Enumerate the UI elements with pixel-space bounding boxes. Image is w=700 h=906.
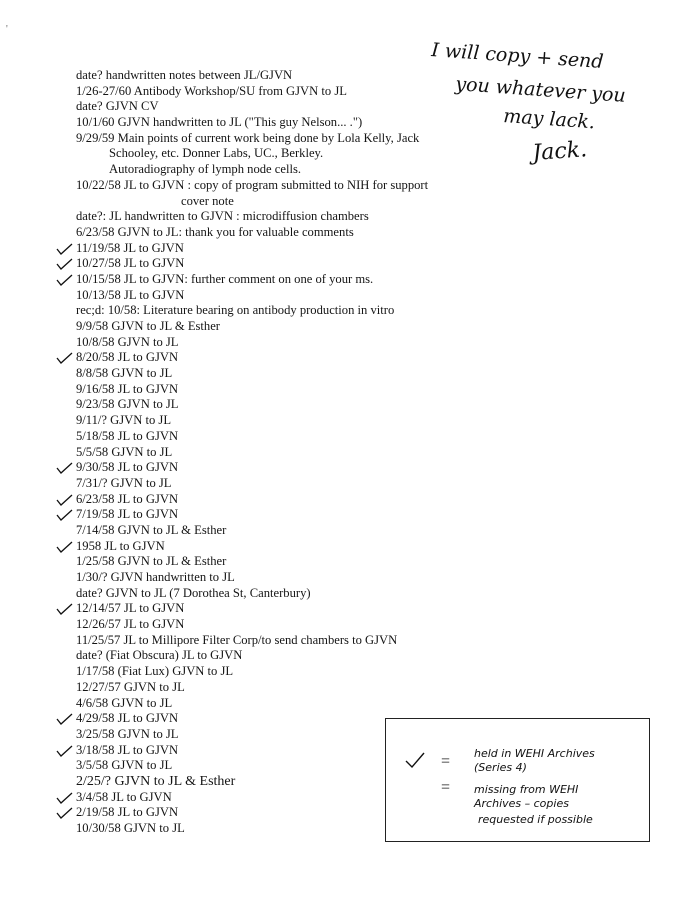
letter-entry-text: cover note — [181, 193, 234, 208]
letter-entry — [0, 696, 700, 712]
letter-entry-text: 12/26/57 JL to GJVN — [76, 617, 185, 632]
note-line-1: I will copy + send — [430, 39, 605, 74]
letter-entry-text: 9/23/58 GJVN to JL — [76, 397, 179, 412]
legend-box — [385, 718, 650, 842]
letter-entry-text: 12/14/57 JL to GJVN — [76, 601, 185, 616]
letter-entry — [0, 633, 700, 649]
letter-entry — [0, 303, 700, 319]
letter-entry-text: 1958 JL to GJVN — [76, 538, 165, 553]
letter-entry-text: 12/27/57 GJVN to JL — [76, 679, 185, 694]
checkmark-icon — [56, 352, 73, 364]
letter-entry-text: 7/31/? GJVN to JL — [76, 475, 172, 490]
letter-entry-text: 1/30/? GJVN handwritten to JL — [76, 570, 235, 584]
letter-entry-text: 6/23/58 GJVN to JL: thank you for valuable comments — [76, 224, 354, 239]
letter-entry-text: date? handwritten notes between JL/GJVN — [76, 68, 293, 82]
checkmark-icon — [56, 541, 73, 553]
letter-entry — [0, 68, 700, 84]
letter-entry-text: rec;d: 10/58: Literature bearing on antibody production in vitro — [76, 303, 395, 318]
letter-entry — [0, 84, 700, 100]
letter-entry-text: 10/8/58 GJVN to JL — [76, 334, 179, 349]
checkmark-icon — [56, 243, 73, 255]
checkmark-icon — [56, 494, 73, 506]
letter-entry-text: 10/1/60 GJVN handwritten to JL ("This guy Nelson... .") — [76, 115, 363, 130]
letter-entry — [0, 680, 700, 696]
letter-entry — [0, 476, 700, 492]
letter-entry-text: date? GJVN to JL (7 Dorothea St, Canterbury) — [76, 585, 311, 600]
letter-entry-text: 9/11/? GJVN to JL — [76, 413, 172, 428]
note-signature: Jack. — [531, 137, 588, 166]
letter-entry — [0, 523, 700, 539]
legend-unchecked-line-1: missing from WEHI — [474, 783, 579, 796]
letter-entry-text: date? GJVN CV — [76, 99, 159, 114]
letter-entry-text: 3/25/58 GJVN to JL — [76, 726, 179, 741]
letter-entry-text: 1/25/58 GJVN to JL & Esther — [76, 554, 227, 569]
letter-entry — [0, 397, 700, 413]
letter-entry-text: date? (Fiat Obscura) JL to GJVN — [76, 648, 243, 663]
letter-entry-text: 3/5/58 GJVN to JL — [76, 758, 173, 773]
letter-entry-text: 2/25/? GJVN to JL & Esther — [76, 773, 236, 789]
letter-entry-text: 5/5/58 GJVN to JL — [76, 444, 173, 459]
letter-entry-text: 1/17/58 (Fiat Lux) GJVN to JL — [76, 664, 234, 679]
letter-entry — [0, 413, 700, 429]
letter-entry — [0, 586, 700, 602]
letter-entry — [0, 460, 700, 476]
letter-entry-text: 4/6/58 GJVN to JL — [76, 695, 173, 710]
letter-entry-text: 2/19/58 JL to GJVN — [76, 805, 179, 820]
letter-entry — [0, 115, 700, 131]
note-line-3: may lack. — [502, 105, 596, 134]
letter-entry-text: 9/9/58 GJVN to JL & Esther — [76, 319, 221, 333]
checkmark-icon — [56, 274, 73, 286]
letter-entry — [0, 570, 700, 586]
letter-entry — [0, 162, 700, 178]
legend-check-icon — [404, 751, 426, 769]
letter-entry-text: Schooley, etc. Donner Labs, UC., Berkley. — [109, 146, 324, 161]
letter-entry-text: 10/15/58 JL to GJVN: further comment on one of your ms. — [76, 271, 374, 286]
letter-entry-text: 9/29/59 Main points of current work being done by Lola Kelly, Jack — [76, 130, 420, 145]
letter-entry — [0, 601, 700, 617]
letter-entry — [0, 648, 700, 664]
legend-text — [468, 735, 648, 839]
letter-entry — [0, 664, 700, 680]
letter-entry-text: 3/18/58 JL to GJVN — [76, 742, 179, 757]
letter-entry — [0, 366, 700, 382]
letter-entry-text: 11/25/57 JL to Millipore Filter Corp/to send chambers to GJVN — [76, 632, 398, 647]
letter-entry — [0, 617, 700, 633]
letter-entry — [0, 492, 700, 508]
checkmark-icon — [56, 745, 73, 757]
checkmark-icon — [56, 258, 73, 270]
letter-entry — [0, 178, 700, 194]
letter-entry-text: 10/13/58 JL to GJVN — [76, 287, 185, 302]
letter-entry-text: 3/4/58 JL to GJVN — [76, 789, 172, 804]
letter-entry — [0, 256, 700, 272]
checkmark-icon — [56, 509, 73, 521]
note-line-2: you whatever you — [454, 73, 627, 107]
letter-entry — [0, 507, 700, 523]
checkmark-icon — [56, 603, 73, 615]
letter-entry — [0, 146, 700, 162]
letter-entry — [0, 319, 700, 335]
letter-entry — [0, 99, 700, 115]
letter-entry-text: 10/30/58 GJVN to JL — [76, 821, 185, 835]
letter-entry-text: 10/27/58 JL to GJVN — [76, 256, 185, 271]
letter-entry-text: date?: JL handwritten to GJVN : microdiffusion chambers — [76, 209, 369, 224]
letter-entry-text: 9/16/58 JL to GJVN — [76, 381, 179, 396]
letter-entry-text: 9/30/58 JL to GJVN — [76, 460, 179, 475]
letter-entry — [0, 554, 700, 570]
letter-entry — [0, 209, 700, 225]
letter-entry — [0, 350, 700, 366]
letter-entry-text: 7/14/58 GJVN to JL & Esther — [76, 522, 227, 537]
letter-entry-text: 6/23/58 JL to GJVN — [76, 491, 179, 506]
letter-entry — [0, 194, 700, 210]
legend-equals-1: = — [441, 753, 451, 770]
letter-entry-text: 7/19/58 JL to GJVN — [76, 507, 179, 522]
letter-entry-text: 5/18/58 JL to GJVN — [76, 428, 179, 443]
letter-entry — [0, 539, 700, 555]
letter-entry-text: 8/20/58 JL to GJVN — [76, 350, 179, 365]
checkmark-icon — [56, 713, 73, 725]
letter-entry — [0, 445, 700, 461]
legend-checked-line-2: (Series 4) — [474, 761, 527, 774]
letter-entry — [0, 272, 700, 288]
letter-entry-text: Autoradiography of lymph node cells. — [109, 162, 302, 177]
letter-entry-text: 11/19/58 JL to GJVN — [76, 240, 184, 255]
checkmark-icon — [56, 792, 73, 804]
legend-checked-line-1: held in WEHI Archives — [474, 747, 595, 760]
corner-mark: ' — [6, 24, 8, 35]
letter-entry — [0, 382, 700, 398]
letter-entry — [0, 429, 700, 445]
letter-entry-text: 1/26-27/60 Antibody Workshop/SU from GJVN to JL — [76, 83, 347, 98]
legend-unchecked-line-2: Archives – copies — [474, 797, 569, 810]
letter-entry — [0, 225, 700, 241]
legend-unchecked-line-3: requested if possible — [478, 813, 593, 826]
letter-entry — [0, 288, 700, 304]
letter-entry-text: 8/8/58 GJVN to JL — [76, 366, 173, 381]
letter-entry — [0, 335, 700, 351]
checkmark-icon — [56, 807, 73, 819]
letter-entry — [0, 131, 700, 147]
letter-entry-text: 4/29/58 JL to GJVN — [76, 711, 179, 726]
checkmark-icon — [56, 462, 73, 474]
letter-entry-text: 10/22/58 JL to GJVN : copy of program submitted to NIH for support — [76, 177, 429, 192]
letter-entry — [0, 241, 700, 257]
legend-equals-2: = — [441, 779, 451, 796]
